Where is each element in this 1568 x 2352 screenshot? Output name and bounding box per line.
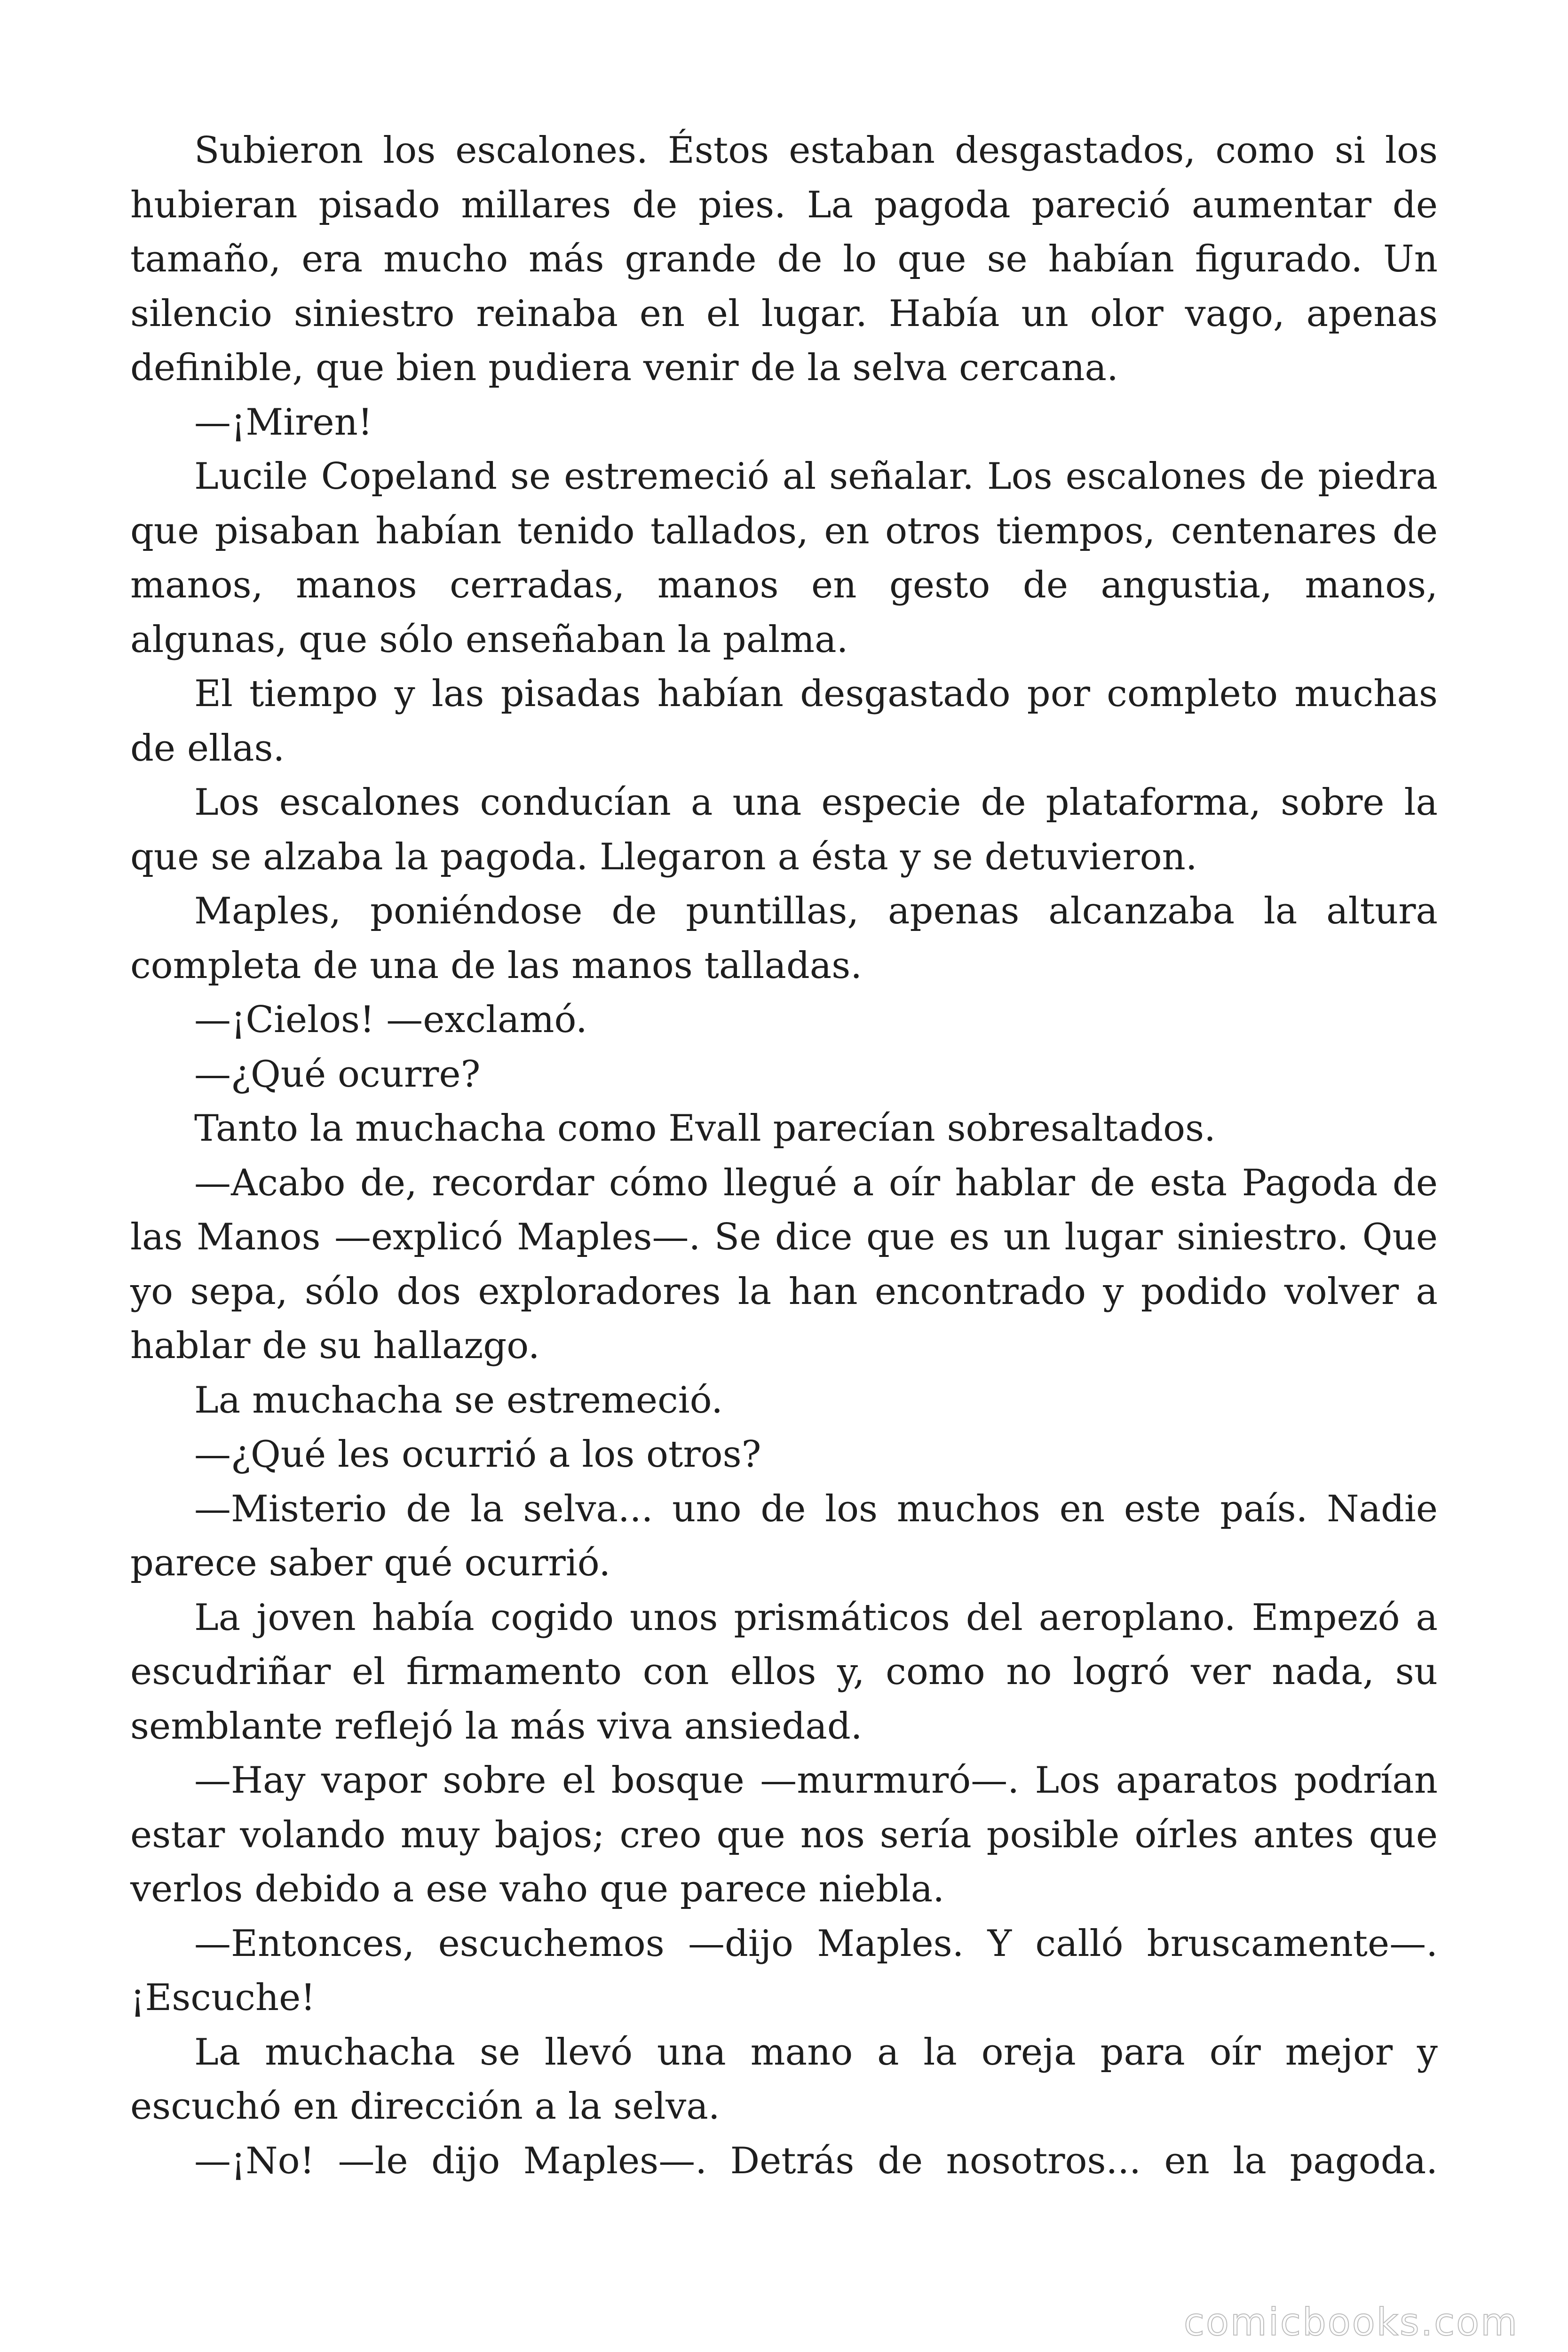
paragraph: —¿Qué les ocurrió a los otros? [194, 1433, 761, 1476]
body-text [130, 124, 1438, 2188]
paragraph: —¿Qué ocurre? [194, 1053, 481, 1096]
paragraph: La muchacha se llevó una mano a la oreja para oír mejor y escuchó en dirección a la selva. [130, 2031, 1438, 2128]
paragraph: La muchacha se estremeció. [194, 1379, 723, 1422]
paragraph: —Acabo de, recordar cómo llegué a oír hablar de esta Pagoda de las Manos —explicó Maples—. Se dice que es un lugar siniestro. Que yo sepa, sólo dos exploradores la han encontrado y podido volver a hablar de su hallazgo. [130, 1161, 1438, 1367]
paragraph: —Misterio de la selva... uno de los muchos en este país. Nadie parece saber qué ocurrió. [130, 1487, 1438, 1584]
watermark: comicbooks.com [1183, 2300, 1519, 2344]
paragraph: —Hay vapor sobre el bosque —murmuró—. Los aparatos podrían estar volando muy bajos; creo que nos sería posible oírles antes que verlos debido a ese vaho que parece niebla. [130, 1759, 1438, 1910]
paragraph: Los escalones conducían a una especie de plataforma, sobre la que se alzaba la pagoda. Llegaron a ésta y se detuvieron. [130, 781, 1438, 878]
paragraph: La joven había cogido unos prismáticos del aeroplano. Empezó a escudriñar el firmamento con ellos y, como no logró ver nada, su semblante reflejó la más viva ansiedad. [130, 1596, 1438, 1748]
paragraph: Tanto la muchacha como Evall parecían sobresaltados. [194, 1107, 1216, 1150]
paragraph: —¡No! —le dijo Maples—. Detrás de nosotros... en la pagoda. [194, 2139, 1438, 2182]
paragraph: Subieron los escalones. Éstos estaban desgastados, como si los hubieran pisado millares de pies. La pagoda pareció aumentar de tamaño, era mucho más grande de lo que se habían figurado. Un silencio siniestro reinaba en el lugar. Había un olor vago, apenas definible, que bien pudiera venir de la selva cercana. [130, 129, 1438, 389]
paragraph: El tiempo y las pisadas habían desgastado por completo muchas de ellas. [130, 673, 1438, 770]
paragraph: Maples, poniéndose de puntillas, apenas alcanzaba la altura completa de una de las manos talladas. [130, 890, 1438, 987]
paragraph: —Entonces, escuchemos —dijo Maples. Y calló bruscamente—. ¡Escuche! [130, 1922, 1438, 2019]
paragraph: —¡Miren! [194, 401, 373, 444]
paragraph: Lucile Copeland se estremeció al señalar. Los escalones de piedra que pisaban habían tenido tallados, en otros tiempos, centenares de manos, manos cerradas, manos en gesto de angustia, manos, algunas, que sólo enseñaban la palma. [130, 455, 1438, 661]
paragraph: —¡Cielos! —exclamó. [194, 999, 587, 1041]
